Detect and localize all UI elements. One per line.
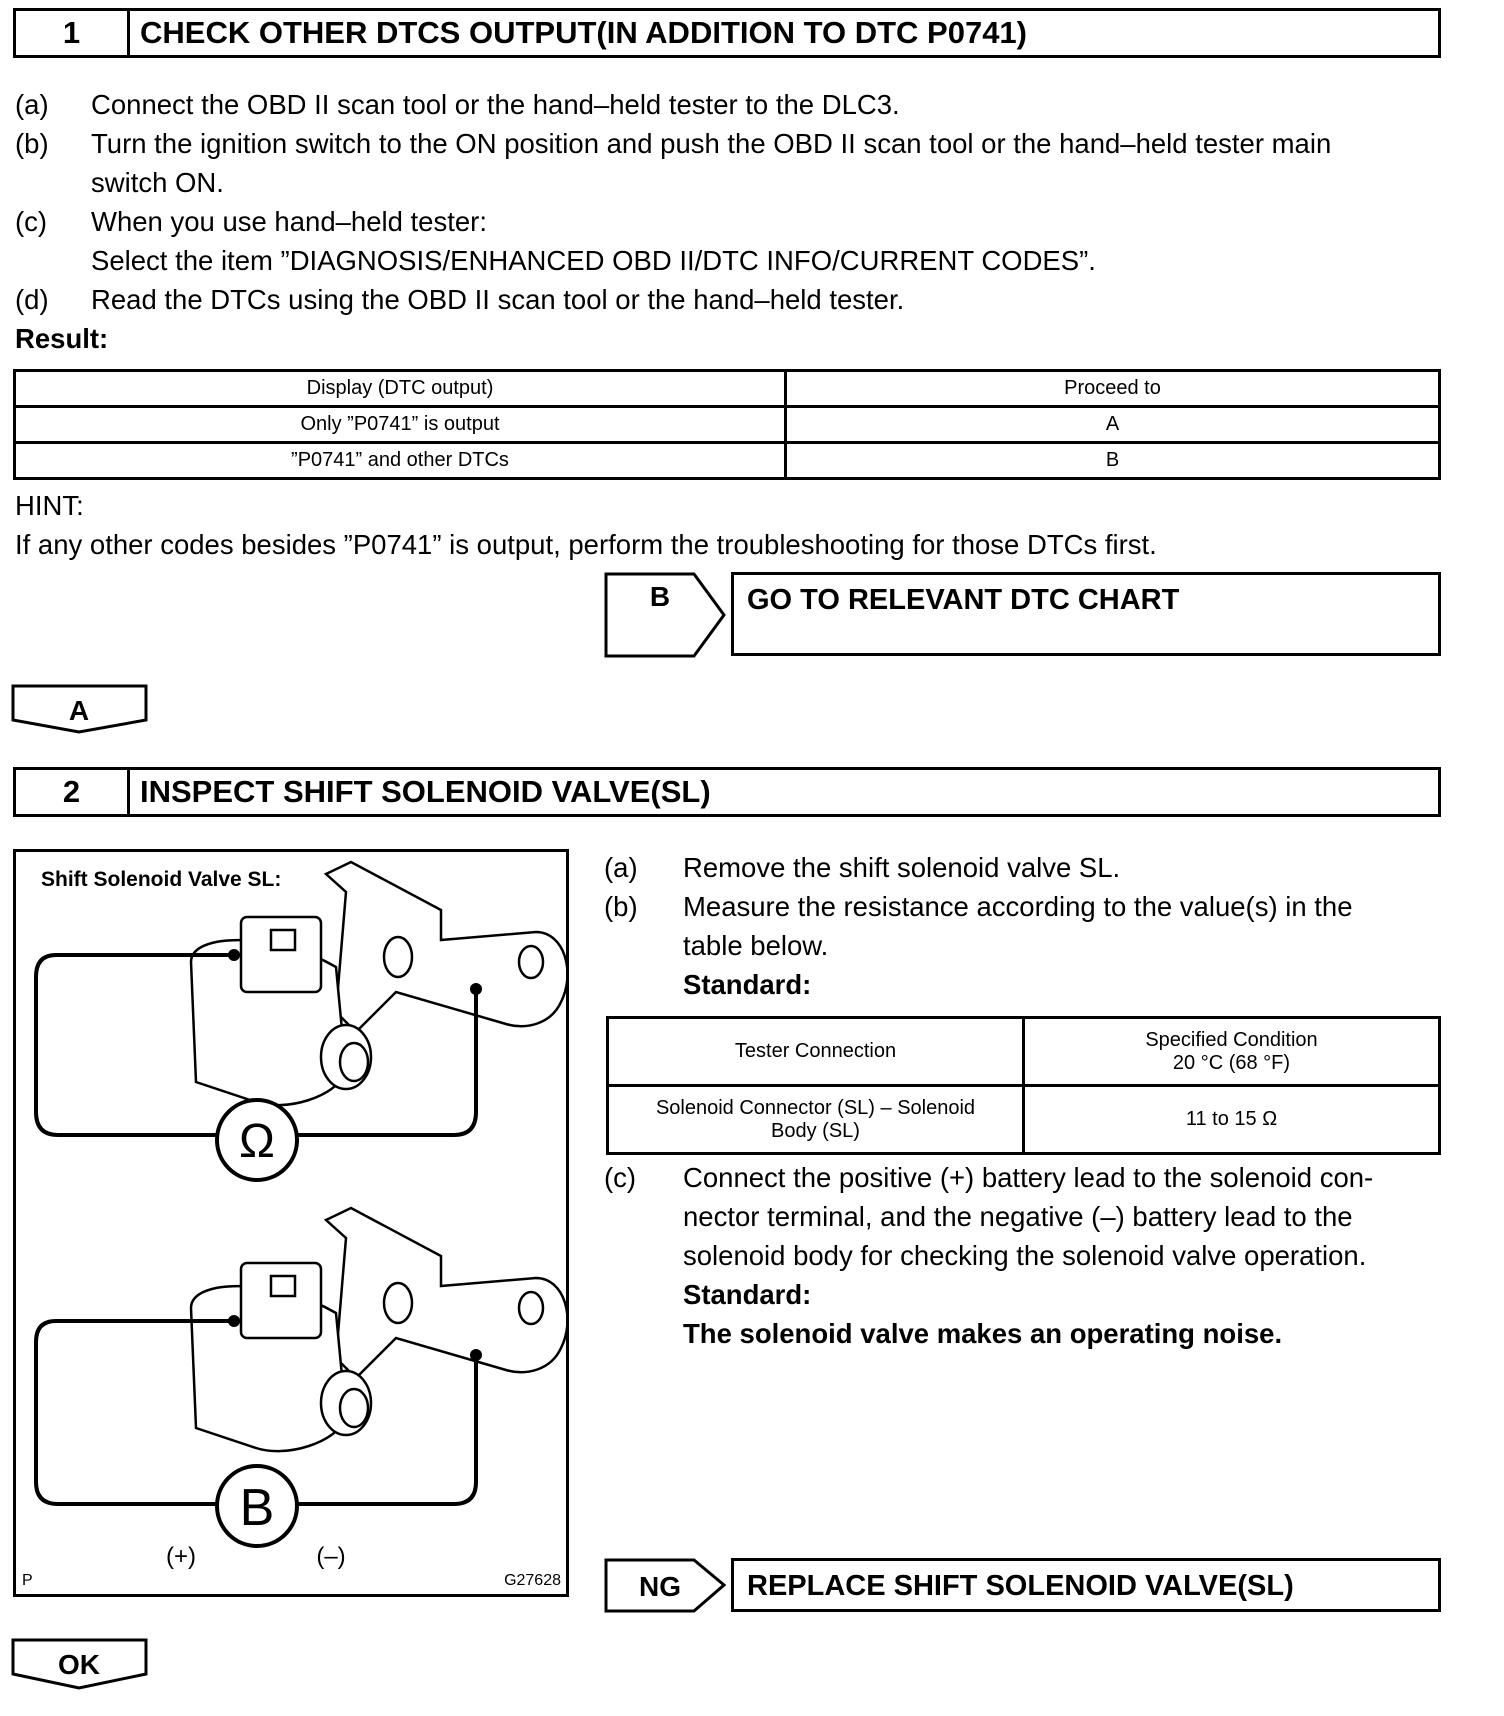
table-header xyxy=(1024,1018,1440,1086)
probe-dot xyxy=(228,949,240,961)
item-label: (a) xyxy=(604,852,638,883)
standard-label: Standard: xyxy=(683,1279,812,1310)
probe-dot xyxy=(470,983,482,995)
step-title: CHECK OTHER DTCS OUTPUT(IN ADDITION TO DTC P0741) xyxy=(140,15,1027,50)
item-label: (b) xyxy=(15,128,49,159)
table-cell: A xyxy=(786,407,1440,443)
item-label: (b) xyxy=(604,891,638,922)
item-text: table below. xyxy=(683,930,829,961)
table-row xyxy=(608,1086,1440,1154)
figure-caption: Shift Solenoid Valve SL: xyxy=(41,868,282,891)
solenoid-illustration xyxy=(16,852,566,1594)
table-row xyxy=(15,407,1440,443)
solenoid-valve-top xyxy=(191,862,566,1105)
spec-header-line: 20 °C (68 °F) xyxy=(1172,1051,1291,1074)
item-text: Measure the resistance according to the value(s) in the xyxy=(683,891,1353,922)
step-number: 2 xyxy=(16,770,130,814)
table-cell xyxy=(608,1086,1024,1154)
figure-id: G27628 xyxy=(504,1572,561,1589)
probe-dot xyxy=(228,1315,240,1327)
item-text: Connect the positive (+) battery lead to the solenoid con- xyxy=(683,1162,1374,1193)
item-text: Turn the ignition switch to the ON position and push the OBD II scan tool or the hand–held tester main xyxy=(91,128,1332,159)
item-text: Remove the shift solenoid valve SL. xyxy=(683,852,1121,883)
table-header: Proceed to xyxy=(786,371,1440,407)
branch-ng-text: REPLACE SHIFT SOLENOID VALVE(SL) xyxy=(747,1570,1294,1602)
item-text: When you use hand–held tester: xyxy=(91,206,487,237)
branch-b-text: GO TO RELEVANT DTC CHART xyxy=(747,584,1180,616)
table-header: Tester Connection xyxy=(608,1018,1024,1086)
spec-cell-line: Body (SL) xyxy=(771,1119,860,1142)
branch-ng-tag: NG xyxy=(639,1571,681,1602)
item-label: (d) xyxy=(15,284,49,315)
positive-label: (+) xyxy=(166,1543,196,1570)
step-number: 1 xyxy=(16,11,130,55)
table-cell: Only ”P0741” is output xyxy=(15,407,786,443)
standard-label: Standard: xyxy=(683,969,812,1000)
battery-symbol: B xyxy=(239,1479,275,1537)
item-text: Select the item ”DIAGNOSIS/ENHANCED OBD II/DTC INFO/CURRENT CODES”. xyxy=(91,245,1096,276)
hint-label: HINT: xyxy=(15,490,84,521)
spec-header-line: Specified Condition xyxy=(1145,1028,1318,1051)
next-tab-a-label: A xyxy=(68,695,90,726)
table-cell: B xyxy=(786,443,1440,479)
step-1-header xyxy=(13,8,1441,58)
next-tab-a xyxy=(11,684,149,736)
branch-b-arrow xyxy=(604,572,728,658)
item-text: solenoid body for checking the solenoid valve operation. xyxy=(683,1240,1367,1271)
table-cell: ”P0741” and other DTCs xyxy=(15,443,786,479)
item-label: (c) xyxy=(604,1162,637,1193)
spec-table xyxy=(606,1016,1441,1155)
result-label: Result: xyxy=(15,323,109,354)
branch-ng-box xyxy=(731,1558,1441,1612)
step-title: INSPECT SHIFT SOLENOID VALVE(SL) xyxy=(140,774,711,809)
branch-b-box xyxy=(731,572,1441,656)
negative-label: (–) xyxy=(316,1543,346,1570)
table-cell: 11 to 15 Ω xyxy=(1024,1086,1440,1154)
next-tab-ok xyxy=(11,1638,149,1692)
branch-ng-arrow xyxy=(604,1558,728,1614)
solenoid-valve-bottom xyxy=(191,1208,566,1451)
item-text: switch ON. xyxy=(91,167,224,198)
figure-corner-label: P xyxy=(22,1572,33,1589)
next-tab-ok-label: OK xyxy=(58,1649,100,1680)
item-text: Read the DTCs using the OBD II scan tool or the hand–held tester. xyxy=(91,284,905,315)
probe-dot xyxy=(470,1349,482,1361)
step-2-header xyxy=(13,767,1441,817)
item-label: (c) xyxy=(15,206,48,237)
item-text: nector terminal, and the negative (–) battery lead to the xyxy=(683,1201,1353,1232)
spec-cell-line: Solenoid Connector (SL) – Solenoid xyxy=(655,1096,976,1119)
standard-text: The solenoid valve makes an operating noise. xyxy=(683,1318,1283,1349)
result-table xyxy=(13,369,1441,480)
item-text: Connect the OBD II scan tool or the hand–held tester to the DLC3. xyxy=(91,89,900,120)
item-label: (a) xyxy=(15,89,49,120)
ohm-symbol: Ω xyxy=(239,1115,275,1168)
branch-b-tag: B xyxy=(649,581,671,612)
solenoid-figure xyxy=(13,849,569,1597)
hint-text: If any other codes besides ”P0741” is output, perform the troubleshooting for those DTCs first. xyxy=(15,529,1157,560)
table-header: Display (DTC output) xyxy=(15,371,786,407)
table-row xyxy=(15,443,1440,479)
